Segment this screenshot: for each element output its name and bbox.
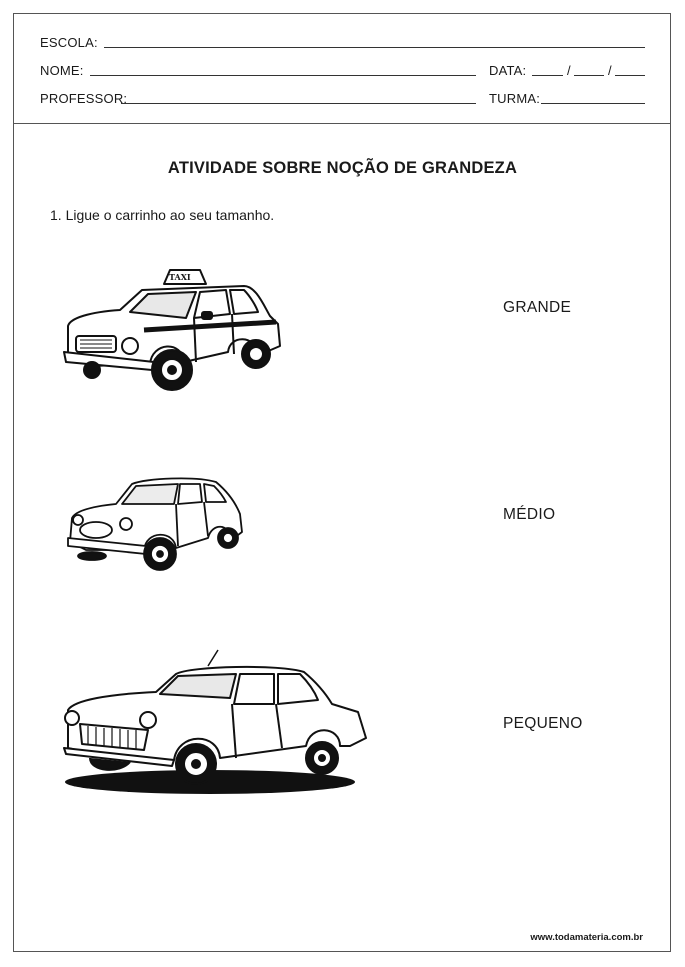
class-label: TURMA:	[489, 91, 541, 106]
footer-url: www.todamateria.com.br	[530, 932, 643, 943]
size-option-large: GRANDE	[503, 299, 572, 316]
date-year-field	[615, 75, 645, 76]
classic-car-illustration	[66, 474, 248, 578]
size-option-small: PEQUENO	[503, 715, 583, 732]
name-field	[90, 75, 476, 76]
taxi-sign-text: TAXI	[169, 272, 191, 282]
taxi-car-illustration	[60, 266, 286, 404]
date-separator: /	[608, 63, 612, 78]
name-label: NOME:	[40, 63, 84, 78]
date-label: DATA:	[489, 63, 527, 78]
activity-title: ATIVIDADE SOBRE NOÇÃO DE GRANDEZA	[167, 159, 518, 177]
school-label: ESCOLA:	[40, 35, 98, 50]
sedan-car-illustration	[60, 648, 370, 800]
date-day-field	[532, 75, 563, 76]
class-field	[541, 103, 645, 104]
teacher-label: PROFESSOR:	[40, 91, 128, 106]
teacher-field	[121, 103, 476, 104]
size-option-medium: MÉDIO	[503, 506, 556, 523]
worksheet-header	[13, 13, 671, 124]
date-separator: /	[567, 63, 571, 78]
instruction-text: 1. Ligue o carrinho ao seu tamanho.	[50, 207, 275, 223]
school-field	[104, 47, 645, 48]
date-month-field	[574, 75, 604, 76]
